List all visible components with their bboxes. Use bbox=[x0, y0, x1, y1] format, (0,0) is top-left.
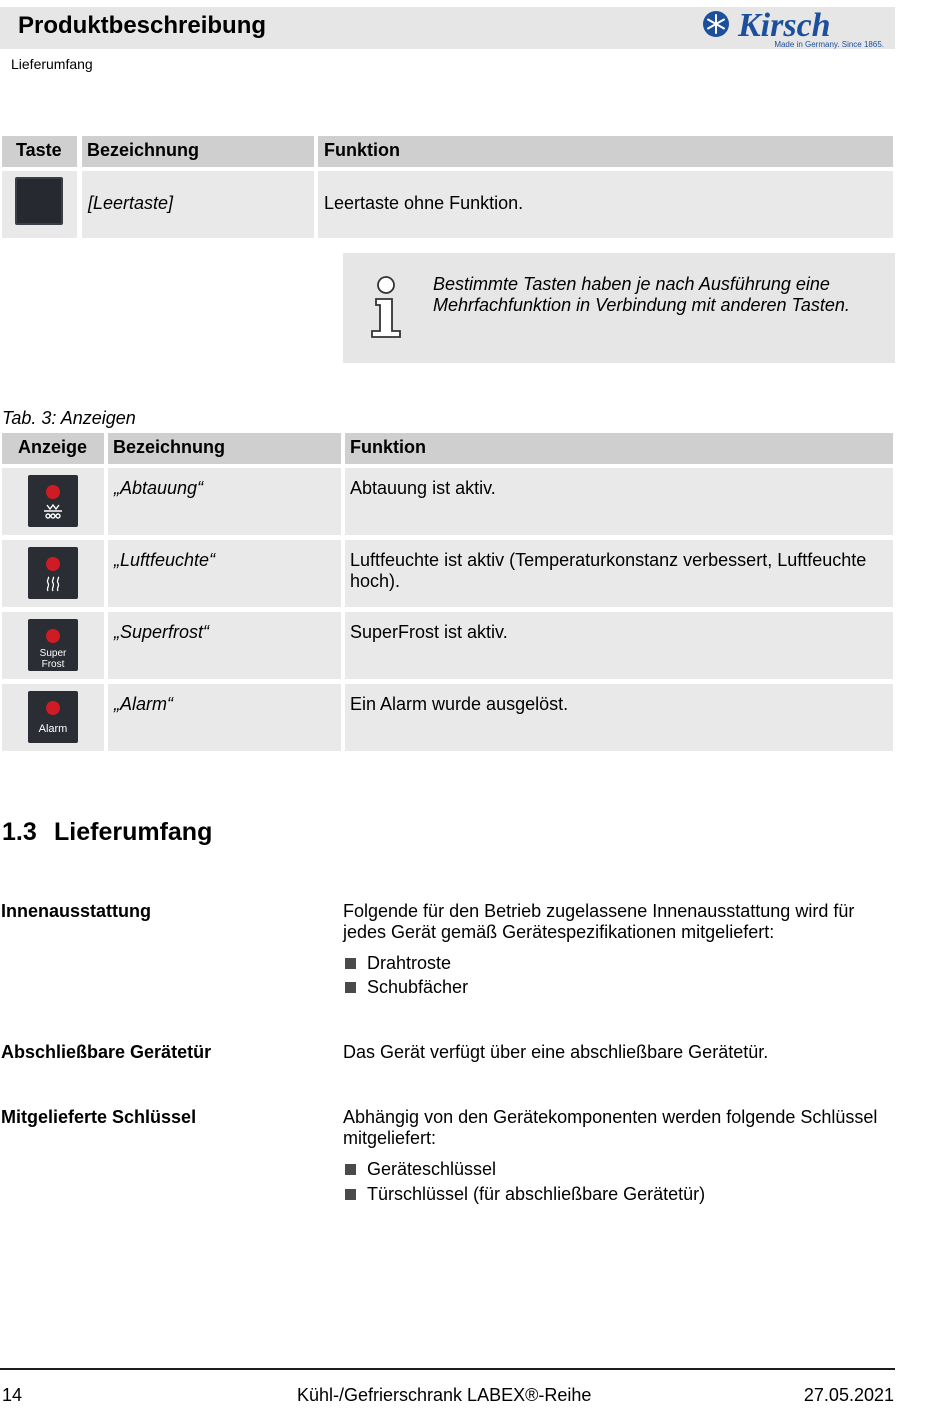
led-indicator bbox=[46, 557, 60, 571]
page-subtitle: Lieferumfang bbox=[11, 56, 93, 72]
alarm-icon bbox=[28, 691, 78, 743]
footer-date: 27.05.2021 bbox=[803, 1385, 894, 1405]
display-header-bezeichnung: Bezeichnung bbox=[108, 433, 341, 464]
info-note-text: Bestimmte Tasten haben je nach Ausführung eine Mehrfachfunktion in Verbindung mit anderen Tasten. bbox=[433, 274, 850, 315]
keys-header-taste: Taste bbox=[2, 136, 77, 167]
table-caption: Tab. 3: Anzeigen bbox=[2, 408, 136, 428]
blank-key-icon bbox=[15, 177, 63, 225]
display-cell-name: „Alarm“ bbox=[108, 684, 341, 751]
humidity-icon bbox=[28, 547, 78, 599]
item-heading: Mitgelieferte Schlüssel bbox=[1, 1107, 197, 1127]
display-cell-function: Luftfeuchte ist aktiv (Temperaturkonstanz verbessert, Luftfeuchte hoch). bbox=[345, 540, 893, 607]
display-cell-function: SuperFrost ist aktiv. bbox=[345, 612, 893, 679]
info-icon bbox=[368, 275, 404, 339]
bullet-square-icon bbox=[345, 1189, 356, 1200]
led-indicator bbox=[46, 485, 60, 499]
display-cell-icon bbox=[2, 540, 104, 607]
kirsch-logo bbox=[698, 8, 890, 50]
section-title: Lieferumfang bbox=[54, 818, 213, 846]
display-cell-function: Abtauung ist aktiv. bbox=[345, 468, 893, 535]
section-number: 1.3 bbox=[2, 818, 37, 846]
item-text: Das Gerät verfügt über eine abschließbare Gerätetür. bbox=[343, 1042, 769, 1062]
bullet-square-icon bbox=[345, 1164, 356, 1175]
footer-divider bbox=[0, 1368, 895, 1370]
keys-header-bezeichnung: Bezeichnung bbox=[82, 136, 314, 167]
item-text: Abhängig von den Gerätekomponenten werden folgende Schlüssel mitgeliefert: bbox=[343, 1107, 878, 1148]
display-cell-name: „Luftfeuchte“ bbox=[108, 540, 341, 607]
display-cell-function: Ein Alarm wurde ausgelöst. bbox=[345, 684, 893, 751]
svg-text:Kirsch: Kirsch bbox=[738, 8, 831, 42]
display-cell-icon bbox=[2, 468, 104, 535]
footer-page-number: 14 bbox=[2, 1385, 23, 1405]
keys-cell-name: [Leertaste] bbox=[82, 171, 314, 238]
display-cell-icon bbox=[2, 612, 104, 679]
logo-graphic bbox=[698, 8, 890, 42]
item-heading: Abschließbare Gerätetür bbox=[1, 1042, 212, 1062]
defrost-icon bbox=[28, 475, 78, 527]
superfrost-icon-label: Super Frost bbox=[39, 648, 67, 670]
led-indicator bbox=[46, 629, 60, 643]
display-cell-icon bbox=[2, 684, 104, 751]
keys-header-funktion: Funktion bbox=[318, 136, 893, 167]
bullet-square-icon bbox=[345, 958, 356, 969]
display-cell-name: „Superfrost“ bbox=[108, 612, 341, 679]
superfrost-icon bbox=[28, 619, 78, 671]
display-cell-name: „Abtauung“ bbox=[108, 468, 341, 535]
alarm-icon-label: Alarm bbox=[38, 723, 68, 735]
display-header-funktion: Funktion bbox=[345, 433, 893, 464]
bullet-square-icon bbox=[345, 982, 356, 993]
section-heading bbox=[2, 818, 212, 847]
led-indicator bbox=[46, 701, 60, 715]
item-heading: Innenausstattung bbox=[1, 901, 152, 921]
logo-tagline: Made in Germany. Since 1865. bbox=[774, 40, 884, 49]
page-title: Produktbeschreibung bbox=[18, 12, 267, 39]
keys-cell-icon bbox=[2, 171, 77, 238]
item-text: Folgende für den Betrieb zugelassene Innenausstattung wird für jedes Gerät gemäß Gerätespezifikationen mitgeliefert: bbox=[343, 901, 855, 942]
humidity-symbol bbox=[45, 576, 61, 592]
footer-document-title: Kühl-/Gefrierschrank LABEX®-Reihe bbox=[297, 1385, 592, 1405]
defrost-symbol bbox=[42, 503, 64, 521]
display-header-anzeige: Anzeige bbox=[2, 433, 104, 464]
keys-cell-function: Leertaste ohne Funktion. bbox=[318, 171, 893, 238]
